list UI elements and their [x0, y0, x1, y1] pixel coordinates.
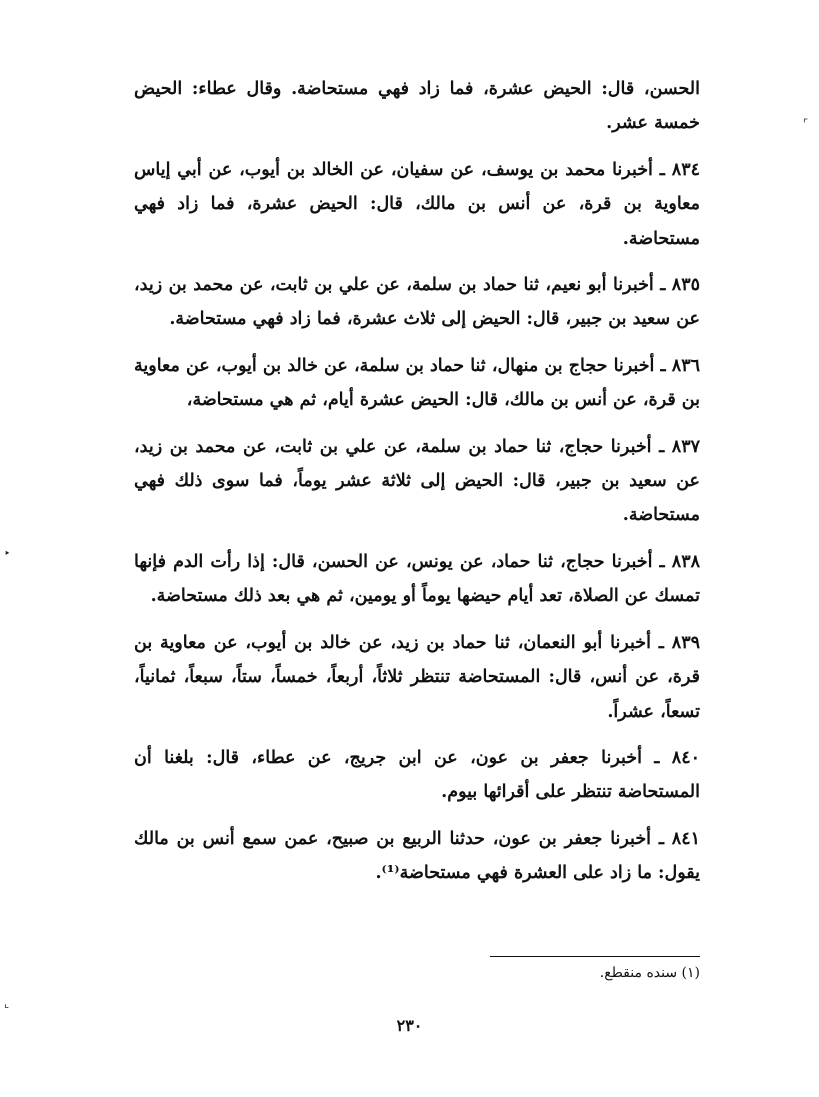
hadith-835: ٨٣٥ ـ أخبرنا أبو نعيم، ثنا حماد بن سلمة، عن علي بن ثابت، عن محمد بن زيد، عن سعيد بن جبير، قال: الحيض إلى ثلاث عشرة، فما زاد فهي مستحاضة. [134, 275, 700, 330]
hadith-836: ٨٣٦ ـ أخبرنا حجاج بن منهال، ثنا حماد بن سلمة، عن خالد بن أيوب، عن معاوية بن قرة، عن أنس بن مالك، قال: الحيض عشرة أيام، ثم هي مستحاضة، [134, 355, 700, 411]
page-number: ٢٣٠ [396, 1016, 423, 1035]
scan-mark-icon: ‣ [4, 547, 11, 560]
hadith-840: ٨٤٠ ـ أخبرنا جعفر بن عون، عن ابن جريج، عن عطاء، قال: بلغنا أن المستحاضة تنتظر على أقرائها بيوم. [134, 747, 700, 803]
paragraph-intro: الحسن، قال: الحيض عشرة، فما زاد فهي مستحاضة. وقال عطاء: الحيض خمسة عشر. [134, 79, 700, 134]
hadith-837: ٨٣٧ ـ أخبرنا حجاج، ثنا حماد بن سلمة، عن علي بن ثابت، عن محمد بن زيد، عن سعيد بن جبير، قال: الحيض إلى ثلاثة عشر يوماً، فما سوى ذلك فهي مستحاضة. [134, 436, 700, 526]
footnote-divider [490, 956, 700, 957]
hadith-839: ٨٣٩ ـ أخبرنا أبو النعمان، ثنا حماد بن زيد، عن خالد بن أيوب، عن معاوية بن قرة، عن أنس، قال: المستحاضة تنتظر ثلاثاً، أربعاً، خمساً، ستاً، سبعاً، ثمانياً، تسعاً، عشراً. [134, 632, 700, 722]
hadith-841: ٨٤١ ـ أخبرنا جعفر بن عون، حدثنا الربيع بن صبيح، عمن سمع أنس بن مالك يقول: ما زاد على العشرة فهي مستحاضة⁽¹⁾. [134, 828, 700, 884]
scan-mark-icon: ⌞ [4, 997, 10, 1010]
main-text [134, 72, 700, 903]
footnote: (١) سنده منقطع. [599, 965, 700, 981]
hadith-838: ٨٣٨ ـ أخبرنا حجاج، ثنا حماد، عن يونس، عن الحسن، قال: إذا رأت الدم فإنها تمسك عن الصلاة، تعد أيام حيضها يوماً أو يومين، ثم هي بعد ذلك مستحاضة. [134, 551, 700, 607]
hadith-834: ٨٣٤ ـ أخبرنا محمد بن يوسف، عن سفيان، عن الخالد بن أيوب، عن أبي إياس معاوية بن قرة، عن أنس بن مالك، قال: الحيض عشرة، فما زاد فهي مستحاضة. [134, 159, 700, 249]
scan-mark-icon: ⌜ [803, 117, 809, 130]
